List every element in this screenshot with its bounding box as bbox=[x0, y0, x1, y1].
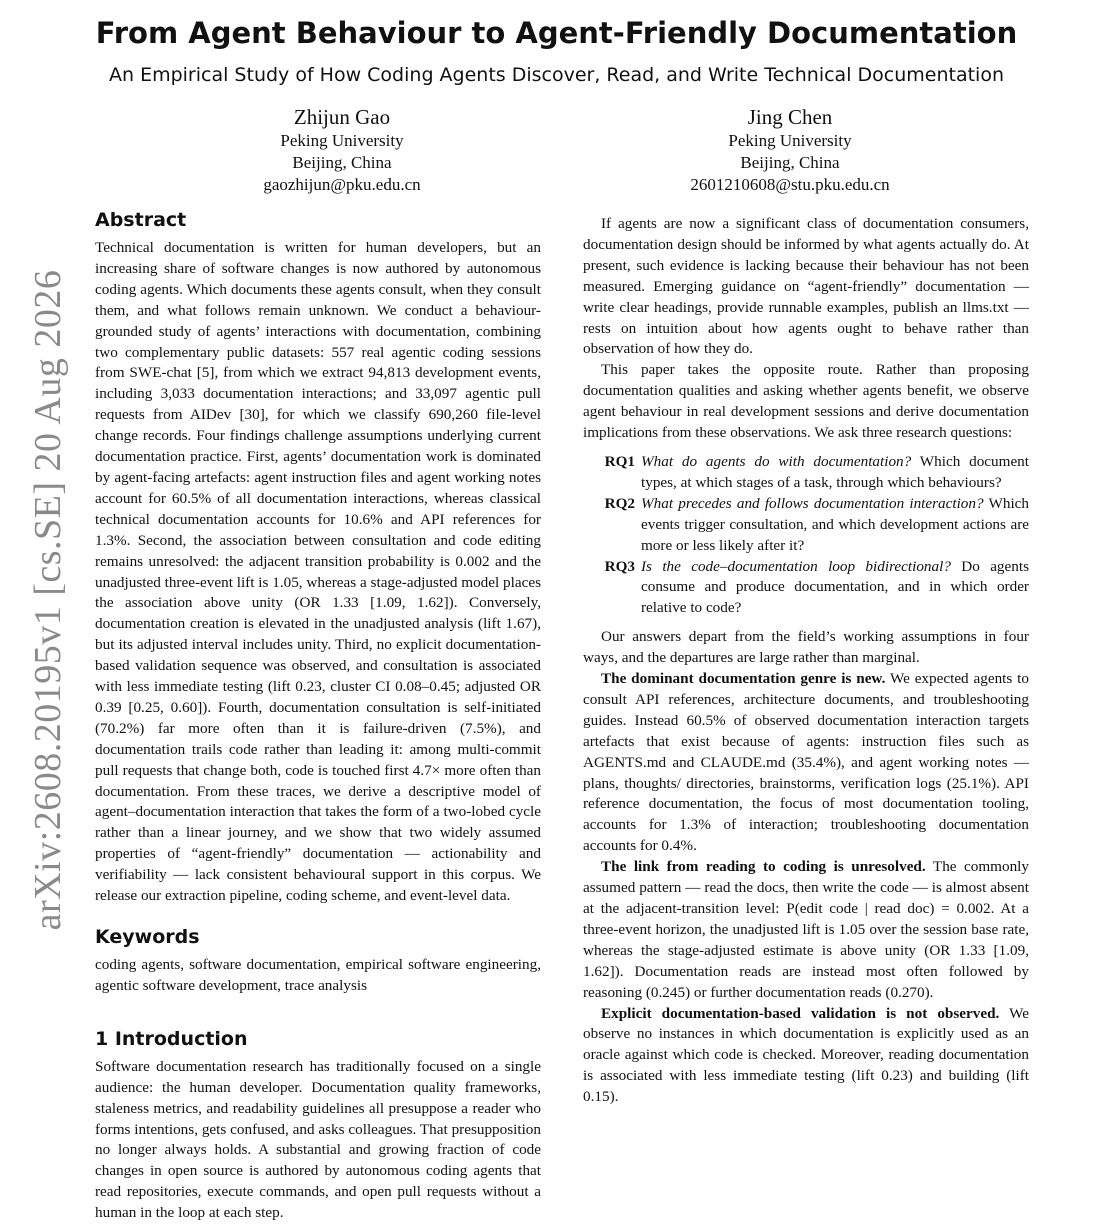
paper-subtitle: An Empirical Study of How Coding Agents Discover, Read, and Write Technical Documentation bbox=[109, 64, 1004, 86]
finding-2 bbox=[583, 857, 1029, 1003]
intro-paragraph-2: If agents are now a significant class of documentation consumers, documentation design should be informed by what agents actually do. At present, such evidence is lacking because their behaviour has not been measured. Emerging guidance on “agent-friendly” documentation — write clear headings, provide runnable examples, publish an llms.txt — rests on intuition about how agents ought to behave rather than observation of how they do. bbox=[583, 215, 1029, 358]
author-affiliation: Peking University bbox=[728, 131, 852, 150]
author-email: 2601210608@stu.pku.edu.cn bbox=[690, 175, 890, 194]
finding-1 bbox=[583, 669, 1029, 857]
intro-paragraph-4: Our answers depart from the field’s working assumptions in four ways, and the departures are large rather than marginal. bbox=[583, 628, 1029, 667]
finding-2-lead: The link from reading to coding is unresolved. bbox=[601, 858, 926, 876]
keywords-text: coding agents, software documentation, empirical software engineering, agentic software development, trace analysis bbox=[95, 956, 541, 994]
rq-detail: Do agents consume and produce documentation, and in which order relative to code? bbox=[641, 557, 1029, 617]
abstract-text: Technical documentation is written for human developers, but an increasing share of software changes is now authored by autonomous coding agents. Which documents these agents consult, when they consult them, and what follows remain unknown. We conduct a behaviour-grounded study of agents’ interactions with documentation, combining two complementary public datasets: 557 real agentic coding sessions from SWE-chat [5], from which we extract 94,813 development events, including 3,033 documentation interactions; and 33,097 agentic pull requests from AIDev [30], for which we classify 690,260 file-level change records. Four findings challenge assumptions underlying current documentation practice. First, agents’ documentation work is dominated by agent-facing artefacts: agent instruction files and agent working notes account for 60.5% of all documentation interactions, whereas classical technical documentation accounts for 10.6% and API references for 1.3%. Second, the association between consultation and code editing remains unresolved: the adjacent transition probability is 0.002 and the unadjusted three-event lift is 1.05, whereas a stage-adjusted model places the association above unity (OR 1.33 [1.09, 1.62]). Conversely, documentation creation is elevated in the unadjusted analysis (lift 1.67), but its adjusted interval includes unity. Third, no explicit documentation-based validation sequence was observed, and consultation is associated with less immediate testing (lift 0.23, cluster CI 0.08–0.45; adjusted OR 0.39 [0.25, 0.60]). Fourth, documentation consultation is self-initiated (70.2%) far more often than it is failure-driven (7.5%), and documentation trails code rather than leading it: among multi-commit pull requests that change both, code is touched first 4.7× more often than documentation. From these traces, we derive a descriptive model of agent–documentation interaction that takes the form of a two-lobed cycle rather than a linear journey, and we show that two widely assumed properties of “agent-friendly” documentation — actionability and verifiability — lack consistent behavioural support in this corpus. We release our extraction pipeline, coding scheme, and event-level data. bbox=[95, 239, 541, 905]
arxiv-stamp bbox=[18, 250, 78, 950]
finding-1-lead: The dominant documentation genre is new. bbox=[601, 670, 886, 688]
left-column bbox=[95, 208, 541, 1224]
intro-paragraph-3: This paper takes the opposite route. Rather than proposing documentation qualities and asking whether agents benefit, we observe agent behaviour in real development sessions and derive documentation implications from these observations. We ask three research questions: bbox=[583, 361, 1029, 442]
rq-label: RQ3 bbox=[604, 557, 635, 575]
rq-question: What precedes and follows documentation interaction? bbox=[641, 494, 984, 512]
finding-3-text: We observe no instances in which documentation is explicitly used as an oracle against which code is checked. Moreover, reading documentation is associated with less immediate testing (lift 0.23) and building (lift 0.15). bbox=[583, 1004, 1029, 1106]
rq-question: What do agents do with documentation? bbox=[641, 452, 912, 470]
rq-detail: Which events trigger consultation, and which development actions are more or less likely after it? bbox=[641, 494, 1029, 554]
abstract-heading: Abstract bbox=[95, 209, 187, 231]
rq-question: Is the code–documentation loop bidirectional? bbox=[641, 557, 951, 575]
rq-label: RQ1 bbox=[604, 452, 635, 470]
author-location: Beijing, China bbox=[740, 153, 840, 172]
finding-3 bbox=[583, 1004, 1029, 1109]
author-block-1 bbox=[192, 104, 492, 196]
finding-1-text: We expected agents to consult API references, architecture documents, and troubleshooting guides. Instead 60.5% of observed documentation interaction targets artefacts that exist because of agents: instruction files such as AGENTS.md and CLAUDE.md (35.4%), and agent working notes — plans, thoughts/ directories, brainstorms, verification logs (25.1%). API reference documentation, the focus of most documentation tooling, accounts for 1.3% of interaction; troubleshooting documentation accounts for 0.4%. bbox=[583, 670, 1029, 855]
rq-item bbox=[583, 494, 1029, 557]
author-name: Zhijun Gao bbox=[293, 105, 391, 129]
intro-heading: 1 Introduction bbox=[95, 1027, 248, 1050]
rq-detail: Which document types, at which stages of a task, through which behaviours? bbox=[641, 452, 1029, 491]
author-email: gaozhijun@pku.edu.cn bbox=[263, 175, 421, 194]
rq-item bbox=[583, 557, 1029, 620]
author-affiliation: Peking University bbox=[280, 131, 404, 150]
author-name: Jing Chen bbox=[747, 105, 833, 129]
right-column bbox=[583, 214, 1029, 1108]
author-location: Beijing, China bbox=[292, 153, 392, 172]
finding-2-text: The commonly assumed pattern — read the docs, then write the code — is almost absent at the adjacent-transition level: P(edit code | read doc) = 0.002. At a three-event horizon, the unadjusted lift is 1.05 over the session base rate, whereas the stage-adjusted estimate is above unity (OR 1.33 [1.09, 1.62]). Documentation reads are instead most often followed by reasoning (0.245) or further documentation reads (0.270). bbox=[583, 858, 1029, 1001]
paper-title: From Agent Behaviour to Agent-Friendly Documentation bbox=[95, 16, 1018, 50]
rq-item bbox=[583, 452, 1029, 494]
rq-label: RQ2 bbox=[604, 494, 635, 512]
finding-3-lead: Explicit documentation-based validation is not observed. bbox=[601, 1004, 1000, 1022]
keywords-heading: Keywords bbox=[95, 926, 200, 948]
research-questions bbox=[583, 452, 1029, 619]
intro-paragraph-1: Software documentation research has traditionally focused on a single audience: the human developer. Documentation quality frameworks, staleness metrics, and readability guidelines all presuppose a reader who forms intentions, gets confused, and asks colleagues. That presupposition no longer always holds. A substantial and growing fraction of code changes in open source is authored by autonomous coding agents that read repositories, execute commands, and open pull requests without a human in the loop at each step. bbox=[95, 1057, 541, 1222]
arxiv-stamp-text: arXiv:2608.20195v1 [cs.SE] 20 Aug 2026 bbox=[27, 269, 69, 931]
author-block-2 bbox=[640, 104, 940, 196]
